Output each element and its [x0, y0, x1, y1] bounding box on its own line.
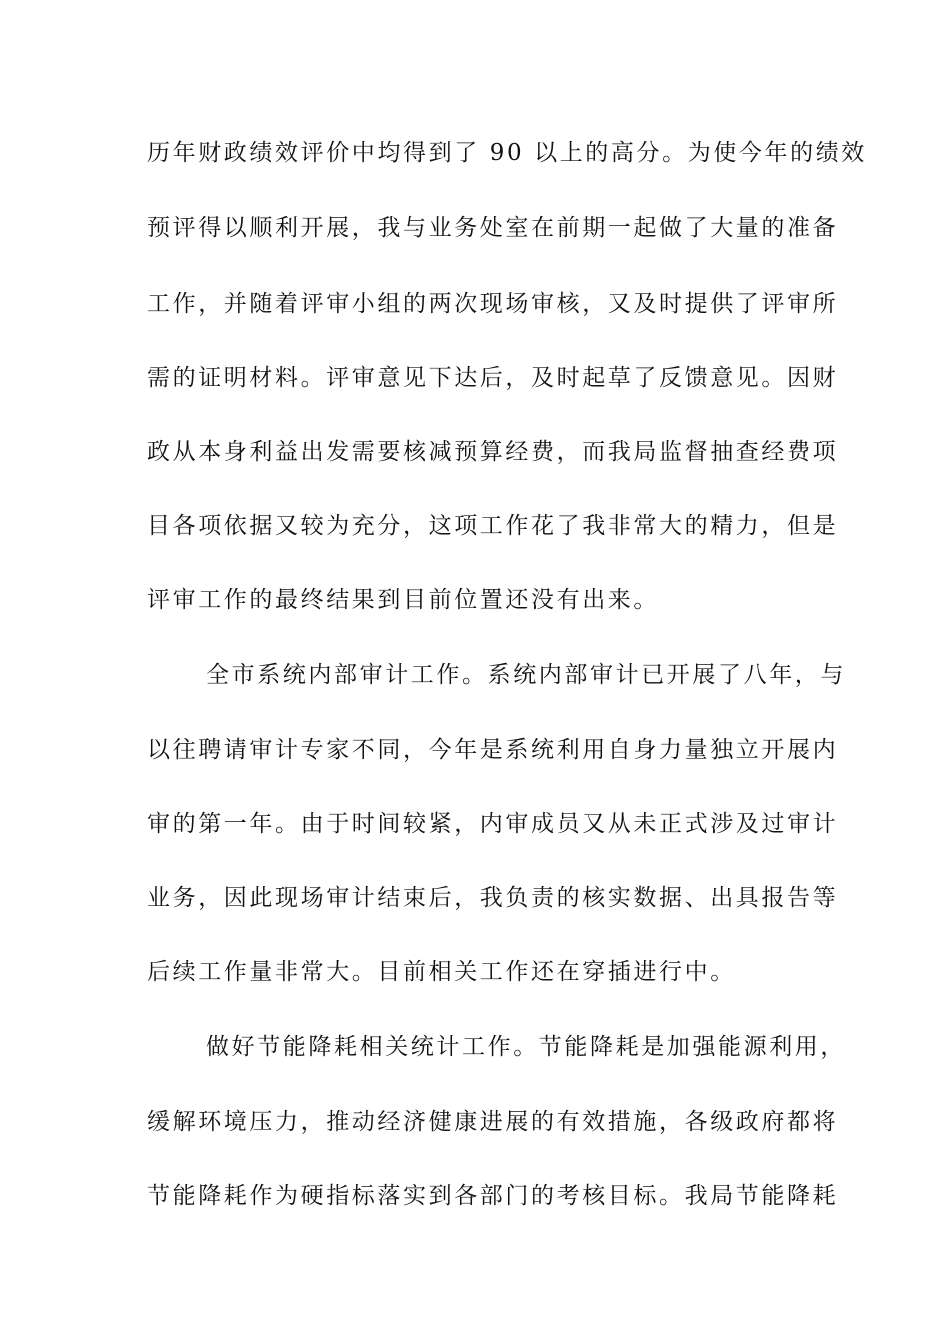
paragraph-line: 缓解环境压力，推动经济健康进展的有效措施，各级政府都将	[147, 1109, 839, 1135]
paragraph-line: 节能降耗作为硬指标落实到各部门的考核目标。我局节能降耗	[147, 1183, 839, 1209]
paragraph-line: 审的第一年。由于时间较紧，内审成员又从未正式涉及过审计	[147, 811, 839, 837]
paragraph-line: 以往聘请审计专家不同，今年是系统利用自身力量独立开展内	[147, 737, 839, 763]
paragraph-line: 政从本身利益出发需要核减预算经费，而我局监督抽查经费项	[147, 439, 839, 465]
paragraph-line: 工作，并随着评审小组的两次现场审核，又及时提供了评审所	[147, 291, 839, 317]
paragraph-first-line: 做好节能降耗相关统计工作。节能降耗是加强能源利用，	[206, 1034, 846, 1060]
paragraph-line: 目各项依据又较为充分，这项工作花了我非常大的精力，但是	[147, 513, 839, 539]
paragraph-line: 预评得以顺利开展，我与业务处室在前期一起做了大量的准备	[147, 215, 839, 241]
paragraph-line: 评审工作的最终结果到目前位置还没有出来。	[147, 587, 659, 613]
paragraph-line: 历年财政绩效评价中均得到了 90 以上的高分。为使今年的绩效	[147, 140, 867, 166]
paragraph-line: 后续工作量非常大。目前相关工作还在穿插进行中。	[147, 959, 736, 985]
paragraph-line: 需的证明材料。评审意见下达后，及时起草了反馈意见。因财	[147, 365, 839, 391]
paragraph-line: 业务，因此现场审计结束后，我负责的核实数据、出具报告等	[147, 885, 839, 911]
paragraph-first-line: 全市系统内部审计工作。系统内部审计已开展了八年，与	[206, 662, 846, 688]
